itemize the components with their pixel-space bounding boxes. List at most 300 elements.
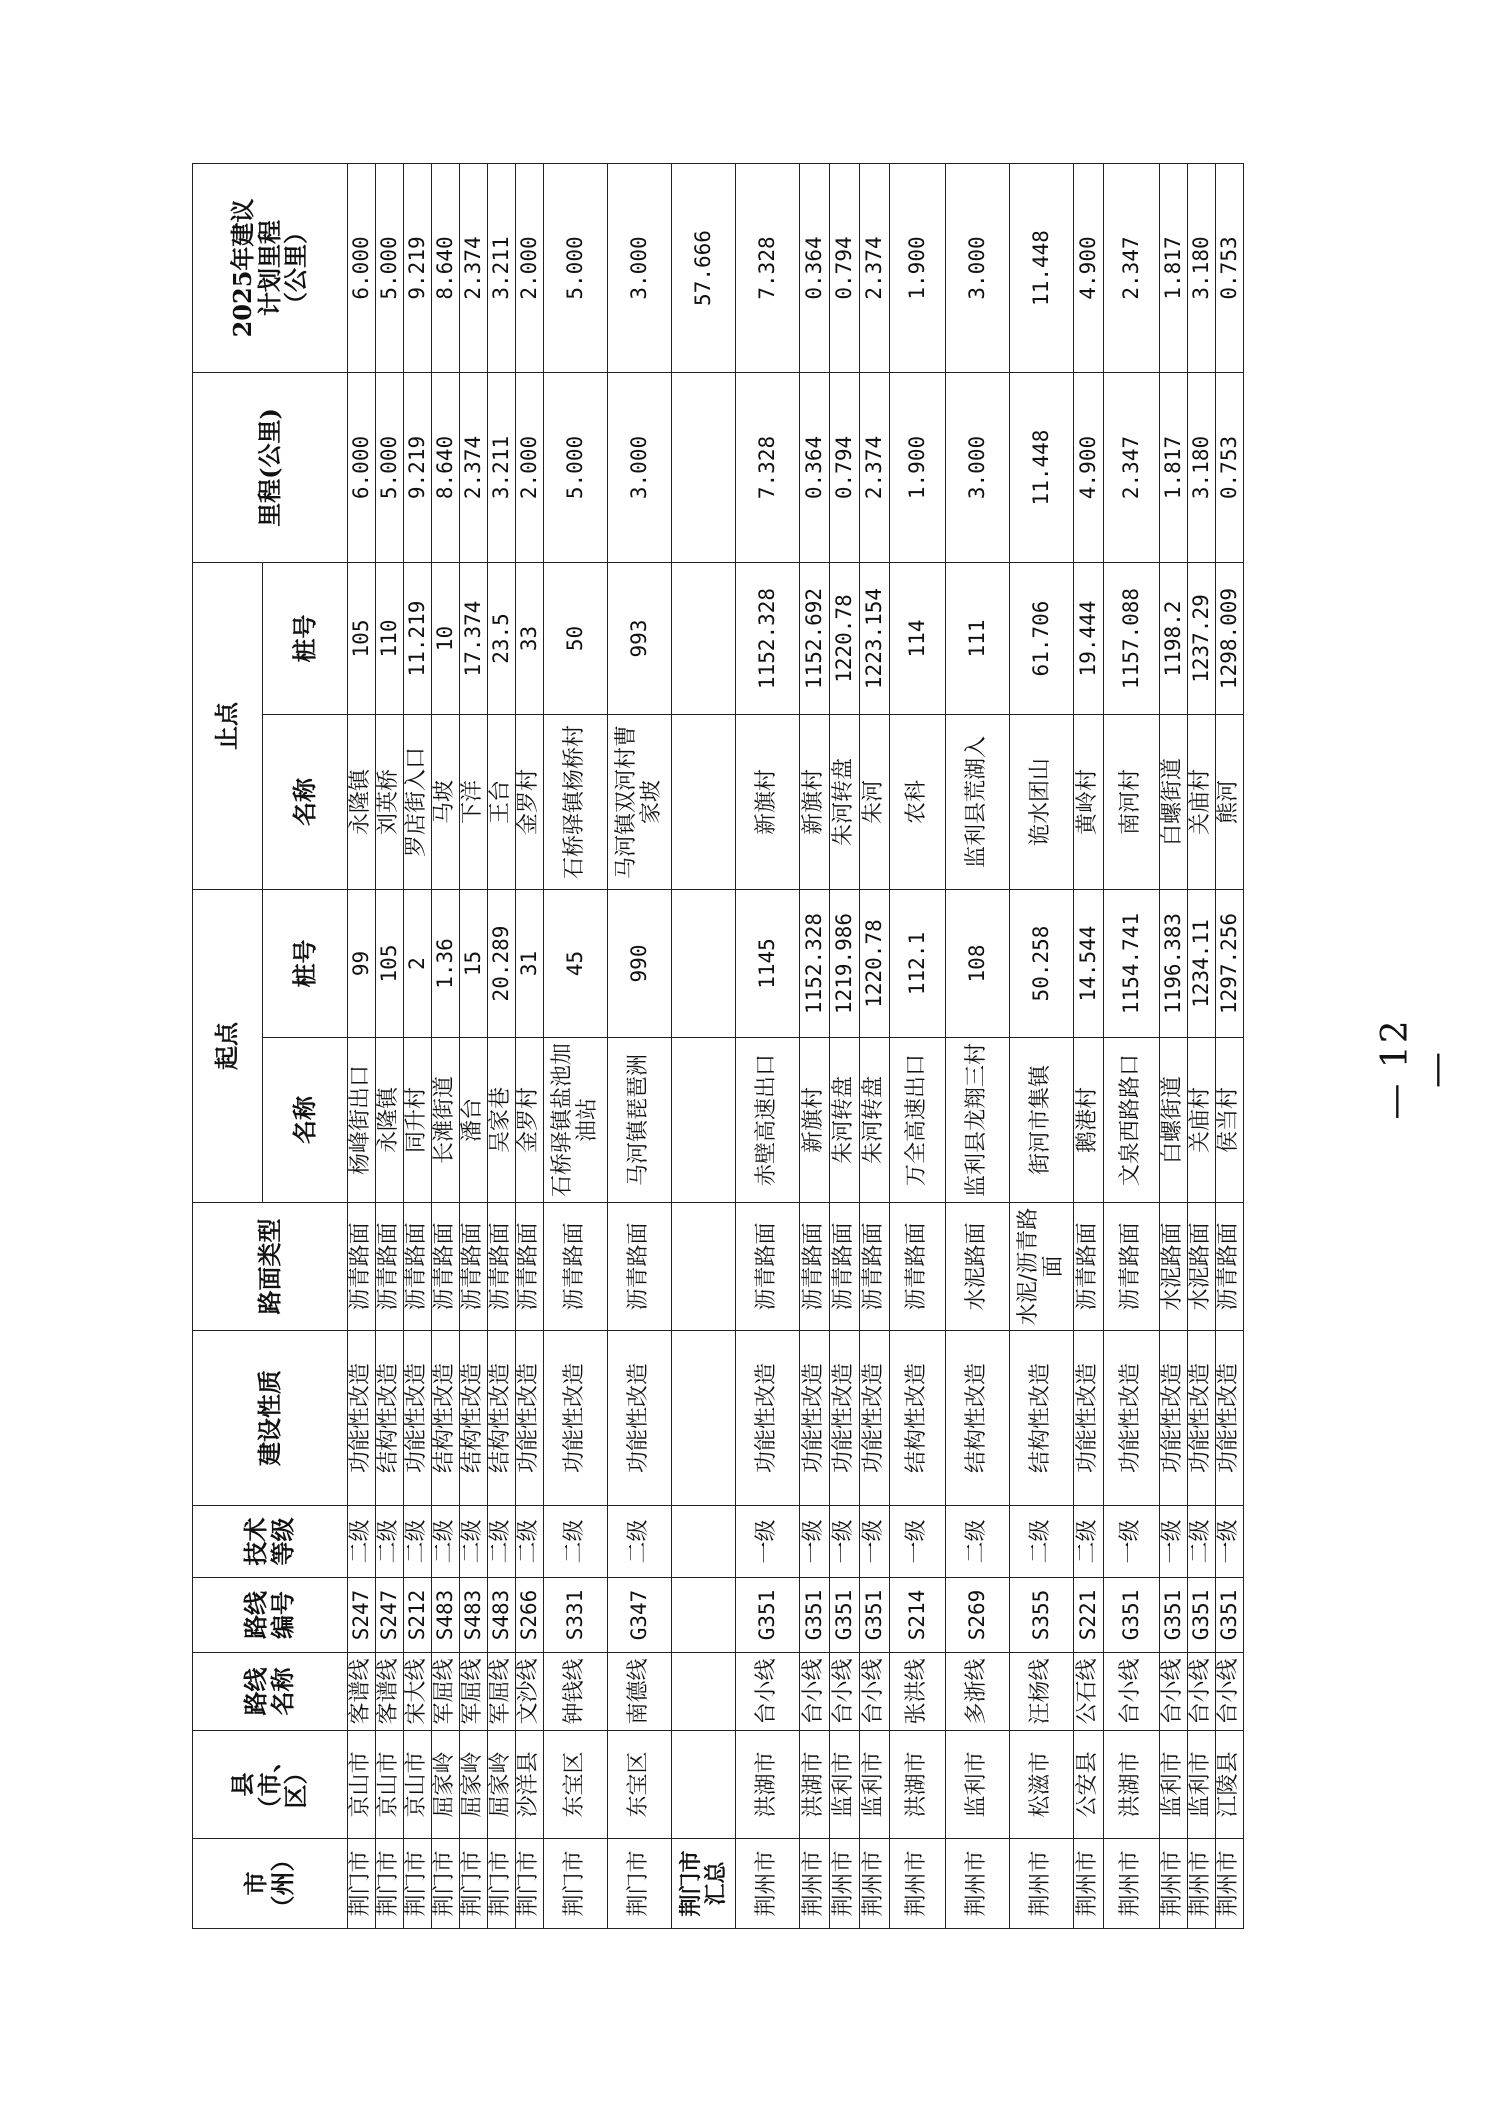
table-cell: S247 bbox=[348, 1578, 376, 1653]
table-cell: 二级 bbox=[946, 1506, 1010, 1578]
table-cell: 荆州市 bbox=[946, 1839, 1010, 1929]
table-row bbox=[488, 164, 516, 1929]
table-cell: 31 bbox=[516, 890, 544, 1038]
table-cell: 永隆镇 bbox=[348, 715, 376, 890]
table-cell: 关庙村 bbox=[1188, 1038, 1216, 1203]
table-cell: 侯当村 bbox=[1216, 1038, 1244, 1203]
table-cell: 农科 bbox=[890, 715, 946, 890]
table-cell: 宋大线 bbox=[404, 1653, 432, 1731]
table-cell: 荆州市 bbox=[736, 1839, 800, 1929]
header-start-stake: 桩号 bbox=[263, 890, 348, 1038]
table-cell: 长滩街道 bbox=[432, 1038, 460, 1203]
table-cell: 沥青路面 bbox=[1104, 1203, 1160, 1331]
table-cell: 多浙线 bbox=[946, 1653, 1010, 1731]
table-cell: 114 bbox=[890, 563, 946, 715]
table-cell: 黄岭村 bbox=[1074, 715, 1104, 890]
table-cell: 3.000 bbox=[946, 164, 1010, 373]
table-cell: 万全高速出口 bbox=[890, 1038, 946, 1203]
table-cell: 1.900 bbox=[890, 373, 946, 563]
table-cell: 1298.009 bbox=[1216, 563, 1244, 715]
header-grade: 技术 等级 bbox=[193, 1506, 348, 1578]
table-cell: S355 bbox=[1010, 1578, 1074, 1653]
table-cell: 荆门市 bbox=[404, 1839, 432, 1929]
table-cell: 公石线 bbox=[1074, 1653, 1104, 1731]
table-cell: 3.211 bbox=[488, 164, 516, 373]
table-cell bbox=[672, 715, 736, 890]
table-row bbox=[1216, 164, 1244, 1929]
table-cell: 1.817 bbox=[1160, 373, 1188, 563]
table-cell: 2.347 bbox=[1104, 164, 1160, 373]
table-cell: 张洪线 bbox=[890, 1653, 946, 1731]
table-cell: 结构性改造 bbox=[1010, 1331, 1074, 1506]
table-cell bbox=[672, 1331, 736, 1506]
table-cell bbox=[672, 1578, 736, 1653]
table-cell: 一级 bbox=[830, 1506, 860, 1578]
table-cell: 荆门市 bbox=[432, 1839, 460, 1929]
table-cell: 沥青路面 bbox=[404, 1203, 432, 1331]
table-cell: 3.000 bbox=[608, 373, 672, 563]
table-cell: 6.000 bbox=[348, 164, 376, 373]
table-row bbox=[608, 164, 672, 1929]
table-cell: 9.219 bbox=[404, 373, 432, 563]
table-cell: S269 bbox=[946, 1578, 1010, 1653]
table-cell: 东宝区 bbox=[608, 1731, 672, 1839]
table-cell: 东宝区 bbox=[544, 1731, 608, 1839]
table-cell: 5.000 bbox=[544, 164, 608, 373]
table-cell: 0.364 bbox=[800, 373, 830, 563]
table-cell: 台小线 bbox=[1104, 1653, 1160, 1731]
table-cell: G351 bbox=[800, 1578, 830, 1653]
table-cell: 3.180 bbox=[1188, 373, 1216, 563]
table-cell: 石桥驿镇盐池加油站 bbox=[544, 1038, 608, 1203]
table-cell: 监利市 bbox=[830, 1731, 860, 1839]
table-cell: 沥青路面 bbox=[890, 1203, 946, 1331]
table-cell: 监利市 bbox=[1188, 1731, 1216, 1839]
table-cell: 功能性改造 bbox=[608, 1331, 672, 1506]
table-cell: 5.000 bbox=[376, 164, 404, 373]
table-cell: S483 bbox=[488, 1578, 516, 1653]
table-cell: 朱河转盘 bbox=[830, 715, 860, 890]
table-cell: 7.328 bbox=[736, 164, 800, 373]
table-cell: 1152.328 bbox=[800, 890, 830, 1038]
table-cell: 荆门市 汇总 bbox=[672, 1839, 736, 1929]
table-cell: 南德线 bbox=[608, 1653, 672, 1731]
table-cell: 二级 bbox=[488, 1506, 516, 1578]
header-start-name: 名称 bbox=[263, 1038, 348, 1203]
table-cell: 二级 bbox=[376, 1506, 404, 1578]
table-cell: 功能性改造 bbox=[830, 1331, 860, 1506]
table-cell: 功能性改造 bbox=[348, 1331, 376, 1506]
table-cell: 一级 bbox=[1216, 1506, 1244, 1578]
table-row bbox=[830, 164, 860, 1929]
table-cell: 15 bbox=[460, 890, 488, 1038]
table-cell: 57.666 bbox=[672, 164, 736, 373]
table-cell: 沥青路面 bbox=[516, 1203, 544, 1331]
page-number: — 12 — bbox=[1375, 1018, 1457, 1120]
table-cell: 功能性改造 bbox=[736, 1331, 800, 1506]
table-body bbox=[348, 164, 1244, 1929]
table-cell: 同升村 bbox=[404, 1038, 432, 1203]
table-cell: 2 bbox=[404, 890, 432, 1038]
table-cell: 荆州市 bbox=[1216, 1839, 1244, 1929]
table-cell: 45 bbox=[544, 890, 608, 1038]
table-cell: S483 bbox=[460, 1578, 488, 1653]
table-cell: 沥青路面 bbox=[376, 1203, 404, 1331]
table-cell: 沥青路面 bbox=[348, 1203, 376, 1331]
table-cell: G351 bbox=[860, 1578, 890, 1653]
table-cell: 功能性改造 bbox=[544, 1331, 608, 1506]
header-route-code: 路线 编号 bbox=[193, 1578, 348, 1653]
table-cell: 结构性改造 bbox=[946, 1331, 1010, 1506]
header-route-name: 路线 名称 bbox=[193, 1653, 348, 1731]
table-cell: 荆州市 bbox=[800, 1839, 830, 1929]
table-cell: 1157.088 bbox=[1104, 563, 1160, 715]
table-cell: 永隆镇 bbox=[376, 1038, 404, 1203]
table-cell: 台小线 bbox=[1160, 1653, 1188, 1731]
table-cell: 11.219 bbox=[404, 563, 432, 715]
table-cell: 朱河 bbox=[860, 715, 890, 890]
table-cell: 功能性改造 bbox=[1188, 1331, 1216, 1506]
table-cell: 客谱线 bbox=[348, 1653, 376, 1731]
table-cell: 王台 bbox=[488, 715, 516, 890]
table-cell: 屈家岭 bbox=[460, 1731, 488, 1839]
header-county: 县 （市、区） bbox=[193, 1731, 348, 1839]
table-row bbox=[1074, 164, 1104, 1929]
table-cell: 荆门市 bbox=[376, 1839, 404, 1929]
table-cell: 荆州市 bbox=[830, 1839, 860, 1929]
table-cell: 功能性改造 bbox=[1160, 1331, 1188, 1506]
header-surface: 路面类型 bbox=[193, 1203, 348, 1331]
table-cell: S331 bbox=[544, 1578, 608, 1653]
table-cell bbox=[672, 1731, 736, 1839]
table-cell: 客谱线 bbox=[376, 1653, 404, 1731]
table-cell: 2.347 bbox=[1104, 373, 1160, 563]
table-cell: 金罗村 bbox=[516, 1038, 544, 1203]
table-row bbox=[1104, 164, 1160, 1929]
table-cell: 33 bbox=[516, 563, 544, 715]
table-cell: 2.374 bbox=[460, 164, 488, 373]
table-cell: 0.364 bbox=[800, 164, 830, 373]
table-cell: 荆州市 bbox=[1160, 1839, 1188, 1929]
table-cell: 105 bbox=[348, 563, 376, 715]
table-cell: 0.794 bbox=[830, 373, 860, 563]
table-cell: 功能性改造 bbox=[1216, 1331, 1244, 1506]
table-cell: 监利市 bbox=[1160, 1731, 1188, 1839]
table-cell: 新旗村 bbox=[736, 715, 800, 890]
table-cell: 993 bbox=[608, 563, 672, 715]
table-cell: 南河村 bbox=[1104, 715, 1160, 890]
table-cell bbox=[672, 1203, 736, 1331]
table-cell: 关庙村 bbox=[1188, 715, 1216, 890]
table-row bbox=[516, 164, 544, 1929]
table-cell: 3.211 bbox=[488, 373, 516, 563]
table-row bbox=[946, 164, 1010, 1929]
header-plan: 2025年建议 计划里程 （公里） bbox=[193, 164, 348, 373]
table-row bbox=[860, 164, 890, 1929]
table-cell: 熊河 bbox=[1216, 715, 1244, 890]
table-cell: 文沙线 bbox=[516, 1653, 544, 1731]
table-cell: 二级 bbox=[1188, 1506, 1216, 1578]
table-cell: 台小线 bbox=[860, 1653, 890, 1731]
table-cell: S247 bbox=[376, 1578, 404, 1653]
table-cell: 一级 bbox=[800, 1506, 830, 1578]
table-cell: 洪湖市 bbox=[800, 1731, 830, 1839]
table-cell: 监利市 bbox=[860, 1731, 890, 1839]
table-cell: 二级 bbox=[608, 1506, 672, 1578]
table-cell: 23.5 bbox=[488, 563, 516, 715]
table-cell: 8.640 bbox=[432, 164, 460, 373]
table-cell: 二级 bbox=[1010, 1506, 1074, 1578]
table-cell: 8.640 bbox=[432, 373, 460, 563]
table-cell: 赤壁高速出口 bbox=[736, 1038, 800, 1203]
table-cell: 京山市 bbox=[376, 1731, 404, 1839]
table-cell: 1220.78 bbox=[860, 890, 890, 1038]
table-cell: 新旗村 bbox=[800, 715, 830, 890]
table-cell: 1223.154 bbox=[860, 563, 890, 715]
table-cell: 京山市 bbox=[404, 1731, 432, 1839]
table-cell: 台小线 bbox=[830, 1653, 860, 1731]
table-cell: 吴家巷 bbox=[488, 1038, 516, 1203]
table-cell: 军屈线 bbox=[460, 1653, 488, 1731]
table-row bbox=[1010, 164, 1074, 1929]
table-cell: 111 bbox=[946, 563, 1010, 715]
table-cell: 荆州市 bbox=[1188, 1839, 1216, 1929]
table-cell: S266 bbox=[516, 1578, 544, 1653]
table-cell: 军屈线 bbox=[432, 1653, 460, 1731]
table-cell: S212 bbox=[404, 1578, 432, 1653]
table-cell: 屈家岭 bbox=[488, 1731, 516, 1839]
table-cell: 沥青路面 bbox=[432, 1203, 460, 1331]
table-cell: 新旗村 bbox=[800, 1038, 830, 1203]
table-cell bbox=[672, 563, 736, 715]
table-cell bbox=[672, 1038, 736, 1203]
table-cell: 荆州市 bbox=[1074, 1839, 1104, 1929]
table-cell: 沥青路面 bbox=[830, 1203, 860, 1331]
table-cell: 14.544 bbox=[1074, 890, 1104, 1038]
table-cell: 沥青路面 bbox=[1216, 1203, 1244, 1331]
table-cell: 5.000 bbox=[544, 373, 608, 563]
table-cell: 洪湖市 bbox=[890, 1731, 946, 1839]
table-cell: 9.219 bbox=[404, 164, 432, 373]
table-cell: 6.000 bbox=[348, 373, 376, 563]
table-cell: 一级 bbox=[1104, 1506, 1160, 1578]
header-nature: 建设性质 bbox=[193, 1331, 348, 1506]
table-cell: 沥青路面 bbox=[860, 1203, 890, 1331]
table-cell: 沥青路面 bbox=[608, 1203, 672, 1331]
table-cell: 3.180 bbox=[1188, 164, 1216, 373]
table-cell: 钟钱线 bbox=[544, 1653, 608, 1731]
table-cell: 105 bbox=[376, 890, 404, 1038]
header-mileage: 里程(公里) bbox=[193, 373, 348, 563]
table-row bbox=[890, 164, 946, 1929]
table-cell: 二级 bbox=[516, 1506, 544, 1578]
table-cell: 2.000 bbox=[516, 164, 544, 373]
table-cell: G351 bbox=[736, 1578, 800, 1653]
table-row bbox=[800, 164, 830, 1929]
table-cell: 二级 bbox=[348, 1506, 376, 1578]
table-cell: 京山市 bbox=[348, 1731, 376, 1839]
table-cell: 文泉西路路口 bbox=[1104, 1038, 1160, 1203]
header-start: 起点 bbox=[193, 890, 263, 1203]
table-cell: S221 bbox=[1074, 1578, 1104, 1653]
table-cell: 松滋市 bbox=[1010, 1731, 1074, 1839]
table-cell: 石桥驿镇杨桥村 bbox=[544, 715, 608, 890]
table-cell: 二级 bbox=[544, 1506, 608, 1578]
table-row bbox=[1188, 164, 1216, 1929]
table-cell: 2.374 bbox=[460, 373, 488, 563]
table-cell: 1.900 bbox=[890, 164, 946, 373]
table-cell: 水泥路面 bbox=[1188, 1203, 1216, 1331]
table-cell: 1152.692 bbox=[800, 563, 830, 715]
table-cell: 沥青路面 bbox=[736, 1203, 800, 1331]
table-cell: 洪湖市 bbox=[736, 1731, 800, 1839]
table-cell: 1220.78 bbox=[830, 563, 860, 715]
table-cell: G351 bbox=[1104, 1578, 1160, 1653]
table-cell: 街河市集镇 bbox=[1010, 1038, 1074, 1203]
table-cell: G351 bbox=[1216, 1578, 1244, 1653]
table-cell: 江陵县 bbox=[1216, 1731, 1244, 1839]
table-cell: 沥青路面 bbox=[544, 1203, 608, 1331]
table-cell: 功能性改造 bbox=[404, 1331, 432, 1506]
table-cell bbox=[672, 890, 736, 1038]
table-cell: 2.374 bbox=[860, 164, 890, 373]
table-cell: 荆州市 bbox=[1104, 1839, 1160, 1929]
table-cell: 荆州市 bbox=[890, 1839, 946, 1929]
table-cell: 1.36 bbox=[432, 890, 460, 1038]
table-cell: 10 bbox=[432, 563, 460, 715]
table-cell: 一级 bbox=[1160, 1506, 1188, 1578]
table-cell: 下洋 bbox=[460, 715, 488, 890]
table-cell: 11.448 bbox=[1010, 373, 1074, 563]
table-cell: 990 bbox=[608, 890, 672, 1038]
table-cell: 沥青路面 bbox=[800, 1203, 830, 1331]
table-cell: 鹅港村 bbox=[1074, 1038, 1104, 1203]
table-cell: 杨峰街出口 bbox=[348, 1038, 376, 1203]
table-cell: 功能性改造 bbox=[1074, 1331, 1104, 1506]
table-row bbox=[544, 164, 608, 1929]
header-end-stake: 桩号 bbox=[263, 563, 348, 715]
header-end-name: 名称 bbox=[263, 715, 348, 890]
table-cell: 二级 bbox=[1074, 1506, 1104, 1578]
table-cell: 洪湖市 bbox=[1104, 1731, 1160, 1839]
table-cell: 水泥路面 bbox=[946, 1203, 1010, 1331]
table-cell: 0.753 bbox=[1216, 164, 1244, 373]
table-cell: 监利县龙翔三村 bbox=[946, 1038, 1010, 1203]
table-cell: 台小线 bbox=[1216, 1653, 1244, 1731]
table-row bbox=[1160, 164, 1188, 1929]
table-cell: 1237.29 bbox=[1188, 563, 1216, 715]
table-cell: 白螺街道 bbox=[1160, 715, 1188, 890]
table-cell: 1198.2 bbox=[1160, 563, 1188, 715]
table-cell: 罗店街入口 bbox=[404, 715, 432, 890]
table-cell: 白螺街道 bbox=[1160, 1038, 1188, 1203]
table-cell: 结构性改造 bbox=[432, 1331, 460, 1506]
table-cell bbox=[672, 1506, 736, 1578]
table-cell: 19.444 bbox=[1074, 563, 1104, 715]
table-row bbox=[348, 164, 376, 1929]
table-cell: 1234.11 bbox=[1188, 890, 1216, 1038]
table-cell: 功能性改造 bbox=[1104, 1331, 1160, 1506]
table-cell: 50 bbox=[544, 563, 608, 715]
table-cell bbox=[672, 1653, 736, 1731]
table-cell: 汪杨线 bbox=[1010, 1653, 1074, 1731]
table-cell: 0.753 bbox=[1216, 373, 1244, 563]
table-row bbox=[460, 164, 488, 1929]
table-cell: 3.000 bbox=[946, 373, 1010, 563]
table-cell bbox=[672, 373, 736, 563]
table-cell: S483 bbox=[432, 1578, 460, 1653]
table-cell: 台小线 bbox=[1188, 1653, 1216, 1731]
table-cell: 二级 bbox=[404, 1506, 432, 1578]
table-cell: 二级 bbox=[460, 1506, 488, 1578]
table-cell: 99 bbox=[348, 890, 376, 1038]
table-cell: 110 bbox=[376, 563, 404, 715]
table-cell: 朱河转盘 bbox=[860, 1038, 890, 1203]
table-cell: 4.900 bbox=[1074, 373, 1104, 563]
table-cell: 61.706 bbox=[1010, 563, 1074, 715]
table-cell: 水泥路面 bbox=[1160, 1203, 1188, 1331]
header-end: 止点 bbox=[193, 563, 263, 890]
table-cell: 一级 bbox=[736, 1506, 800, 1578]
table-cell: 一级 bbox=[890, 1506, 946, 1578]
table-cell: 112.1 bbox=[890, 890, 946, 1038]
table-cell: 1145 bbox=[736, 890, 800, 1038]
table-cell: 水泥/沥青路面 bbox=[1010, 1203, 1074, 1331]
table-row bbox=[672, 164, 736, 1929]
table-cell: 台小线 bbox=[736, 1653, 800, 1731]
table-cell: 沥青路面 bbox=[460, 1203, 488, 1331]
table-cell: 7.328 bbox=[736, 373, 800, 563]
table-cell: 刘英桥 bbox=[376, 715, 404, 890]
table-row bbox=[404, 164, 432, 1929]
table-cell: G351 bbox=[1160, 1578, 1188, 1653]
table-cell: 结构性改造 bbox=[460, 1331, 488, 1506]
table-cell: 荆门市 bbox=[516, 1839, 544, 1929]
table-cell: 朱河转盘 bbox=[830, 1038, 860, 1203]
table-cell: 监利县荒湖入 bbox=[946, 715, 1010, 890]
table-cell: 荆门市 bbox=[348, 1839, 376, 1929]
table-cell: 结构性改造 bbox=[890, 1331, 946, 1506]
table-cell: 1152.328 bbox=[736, 563, 800, 715]
table-cell: 1.817 bbox=[1160, 164, 1188, 373]
table-cell: 荆州市 bbox=[860, 1839, 890, 1929]
table-cell: 马坡 bbox=[432, 715, 460, 890]
table-cell: 沥青路面 bbox=[488, 1203, 516, 1331]
table-cell: 0.794 bbox=[830, 164, 860, 373]
table-cell: 荆门市 bbox=[608, 1839, 672, 1929]
table-cell: 20.289 bbox=[488, 890, 516, 1038]
table-cell: 潘台 bbox=[460, 1038, 488, 1203]
table-cell: 2.000 bbox=[516, 373, 544, 563]
table-cell: G351 bbox=[830, 1578, 860, 1653]
table-cell: 50.258 bbox=[1010, 890, 1074, 1038]
table-cell: 荆州市 bbox=[1010, 1839, 1074, 1929]
table-cell: 3.000 bbox=[608, 164, 672, 373]
table-cell: 1219.986 bbox=[830, 890, 860, 1038]
table-cell: 结构性改造 bbox=[488, 1331, 516, 1506]
table-cell: 4.900 bbox=[1074, 164, 1104, 373]
table-cell: 5.000 bbox=[376, 373, 404, 563]
table-cell: 马河镇双河村曹家坡 bbox=[608, 715, 672, 890]
table-cell: 荆门市 bbox=[488, 1839, 516, 1929]
table-cell: 11.448 bbox=[1010, 164, 1074, 373]
table-cell: 功能性改造 bbox=[800, 1331, 830, 1506]
table-cell: 金罗村 bbox=[516, 715, 544, 890]
table-cell: 功能性改造 bbox=[516, 1331, 544, 1506]
table-cell: G351 bbox=[1188, 1578, 1216, 1653]
table-cell: 沙洋县 bbox=[516, 1731, 544, 1839]
table-cell: 诡水团山 bbox=[1010, 715, 1074, 890]
